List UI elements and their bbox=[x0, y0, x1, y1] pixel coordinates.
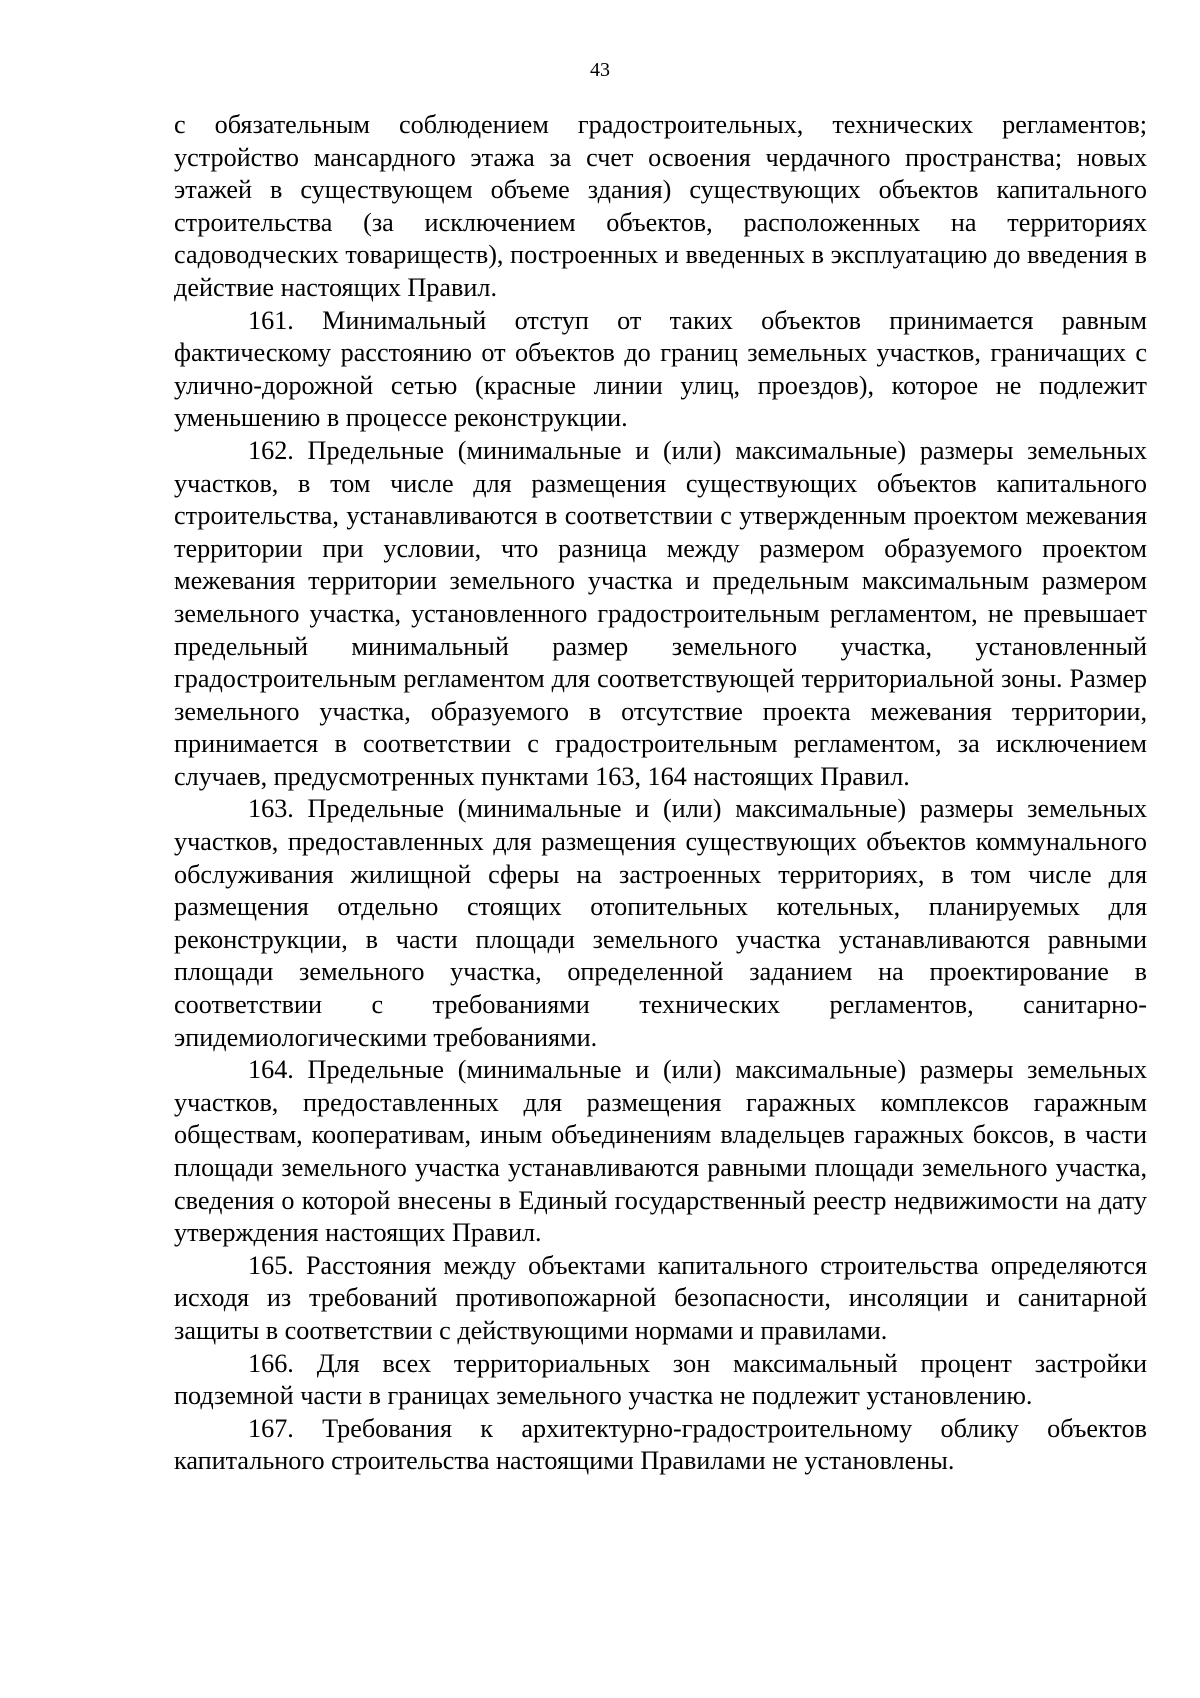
paragraph-163: 163. Предельные (минимальные и (или) максимальные) размеры земельных участков, предоставленных для размещения существующих объектов коммунального обслуживания жилищной сферы на застроенных территориях, в том числе для размещения отдельно стоящих отопительных котельных, планируемых для реконструкции, в части площади земельного участка устанавливаются равными площади земельного участка, определенной заданием на проектирование в соответствии с требованиями технических регламентов, санитарно-эпидемиологическими требованиями. bbox=[174, 794, 1147, 1052]
page-number: 43 bbox=[590, 59, 610, 81]
paragraph-166: 166. Для всех территориальных зон максимальный процент застройки подземной части в границах земельного участка не подлежит установлению. bbox=[174, 1348, 1147, 1411]
paragraph-continuation: с обязательным соблюдением градостроительных, технических регламентов; устройство мансардного этажа за счет освоения чердачного пространства; новых этажей в существующем объеме здания) существующих объектов капитального строительства (за исключением объектов, расположенных на территориях садоводческих товариществ), построенных и введенных в эксплуатацию до введения в действие настоящих Правил. bbox=[174, 110, 1147, 302]
paragraph-165: 165. Расстояния между объектами капитального строительства определяются исходя из требований противопожарной безопасности, инсоляции и санитарной защиты в соответствии с действующими нормами и правилами. bbox=[174, 1250, 1147, 1345]
document-body bbox=[174, 109, 1147, 1478]
paragraph-164: 164. Предельные (минимальные и (или) максимальные) размеры земельных участков, предоставленных для размещения гаражных комплексов гаражным обществам, кооперативам, иным объединениям владельцев гаражных боксов, в части площади земельного участка устанавливаются равными площади земельного участка, сведения о которой внесены в Единый государственный реестр недвижимости на дату утверждения настоящих Правил. bbox=[174, 1055, 1147, 1248]
paragraph-167: 167. Требования к архитектурно-градостроительному облику объектов капитального строительства настоящими Правилами не установлены. bbox=[174, 1413, 1147, 1476]
paragraph-161: 161. Минимальный отступ от таких объектов принимается равным фактическому расстоянию от объектов до границ земельных участков, граничащих с улично-дорожной сетью (красные линии улиц, проездов), которое не подлежит уменьшению в процессе реконструкции. bbox=[174, 305, 1147, 433]
paragraph-162: 162. Предельные (минимальные и (или) максимальные) размеры земельных участков, в том числе для размещения существующих объектов капитального строительства, устанавливаются в соответствии с утвержденным проектом межевания территории при условии, что разница между размером образуемого проектом межевания территории земельного участка и предельным максимальным размером земельного участка, установленного градостроительным регламентом, не превышает предельный минимальный размер земельного участка, установленный градостроительным регламентом для соответствующей территориальной зоны. Размер земельного участка, образуемого в отсутствие проекта межевания территории, принимается в соответствии с градостроительным регламентом, за исключением случаев, предусмотренных пунктами 163, 164 настоящих Правил. bbox=[174, 435, 1147, 791]
